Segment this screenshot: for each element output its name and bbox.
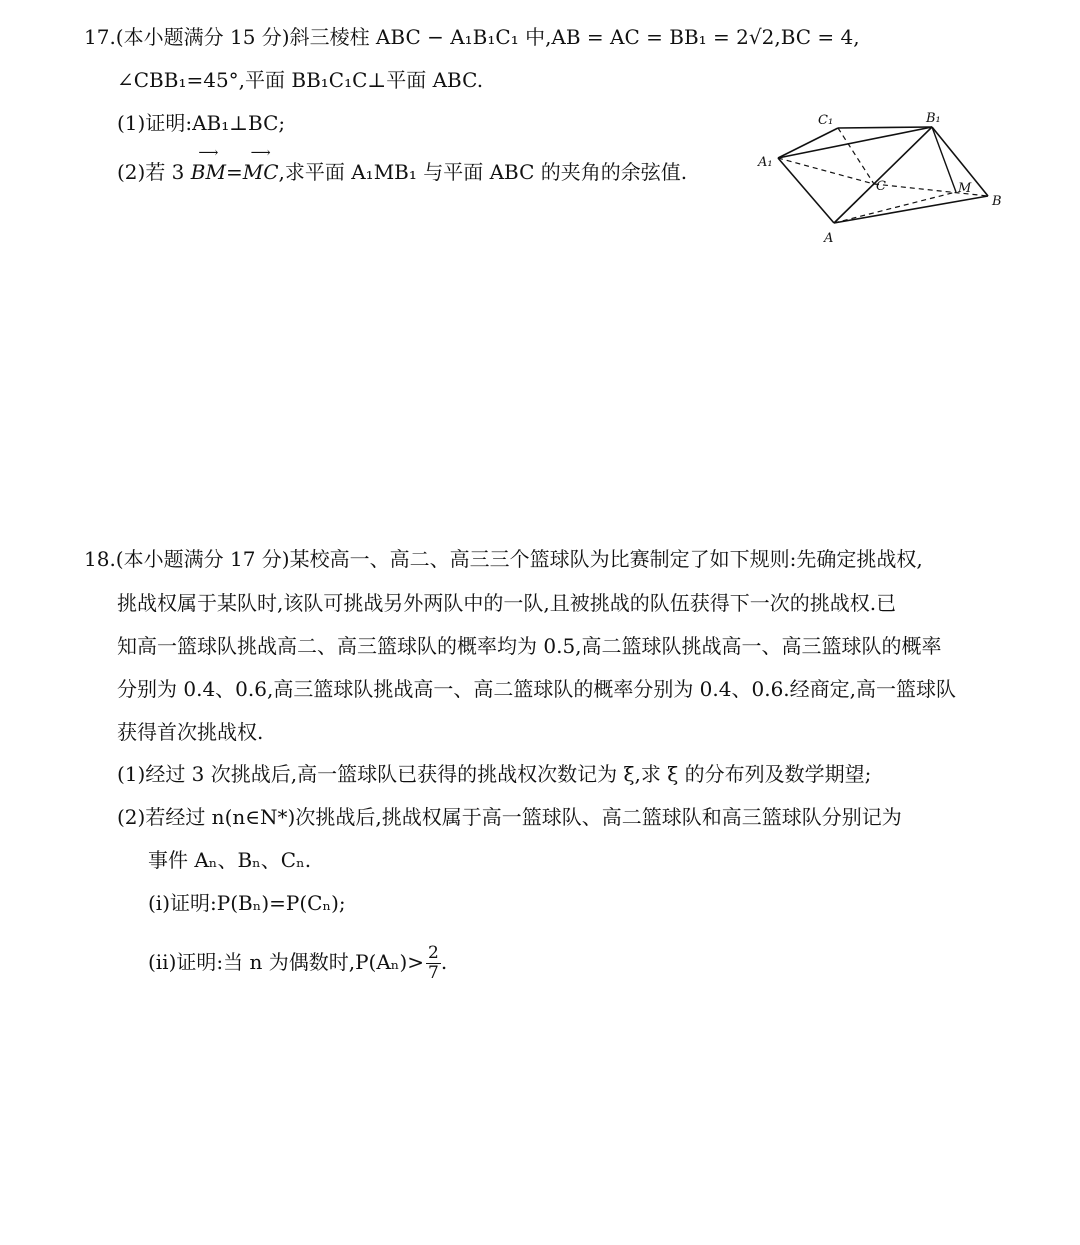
q17-part-2-suffix: ,求平面 A₁MB₁ 与平面 ABC 的夹角的余弦值. [278,160,688,184]
label-b: B [992,194,1002,209]
edge-c1-b1 [838,127,932,128]
q18-sub-i: (ⅰ)证明:P(Bₙ)=P(Cₙ); [148,891,346,915]
prism-figure [756,108,1036,248]
vector-mc: ⟶ MC [242,145,279,184]
label-m: M [958,181,972,196]
q17-part-2-prefix: (2)若 3 [117,160,185,184]
label-c: C [876,179,886,194]
q17-part-2 [117,145,688,187]
q18-line-3: 知高一篮球队挑战高二、高三篮球队的概率均为 0.5,高二篮球队挑战高一、高三篮球队的概率 [117,634,942,658]
q18-part-1: (1)经过 3 次挑战后,高一篮球队已获得的挑战权次数记为 ξ,求 ξ 的分布列及数学期望; [117,762,872,786]
edge-b1-m [932,127,956,192]
label-b1: B₁ [926,111,941,126]
label-c1: C₁ [818,113,834,128]
q18-part-2-line-2: 事件 Aₙ、Bₙ、Cₙ. [148,848,312,872]
q17-line-2: ∠CBB₁=45°,平面 BB₁C₁C⊥平面 ABC. [117,68,484,92]
q18-sub-ii-suffix: . [440,950,448,974]
q18-line-4: 分别为 0.4、0.6,高三篮球队挑战高一、高二篮球队的概率分别为 0.4、0.6.经商定,高一篮球队 [117,677,957,701]
q18-sub-ii-prefix: (ⅱ)证明:当 n 为偶数时,P(Aₙ)> [148,950,425,974]
q18-line-5: 获得首次挑战权. [117,720,264,744]
q18-sub-ii [148,944,447,983]
label-a1: A₁ [758,155,773,170]
edge-a1-c1 [778,128,838,158]
edge-a1-a [778,158,834,223]
fraction-two-sevenths: $\frac{2}{7}$ [428,943,439,983]
edge-a-m [834,192,956,223]
q17-part-1: (1)证明:AB₁⊥BC; [117,111,286,135]
q18-line-2: 挑战权属于某队时,该队可挑战另外两队中的一队,且被挑战的队伍获得下一次的挑战权.已 [117,591,897,615]
vector-bm: ⟶ BM [190,145,226,184]
q18-part-2-line-1: (2)若经过 n(n∈N*)次挑战后,挑战权属于高一篮球队、高二篮球队和高三篮球队分别记为 [117,805,902,829]
q17-line-1: 17.(本小题满分 15 分)斜三棱柱 ABC − A₁B₁C₁ 中,AB = AC = BB₁ = 2√2,BC = 4, [84,25,860,49]
q18-line-1: 18.(本小题满分 17 分)某校高一、高二、高三三个篮球队为比赛制定了如下规则:先确定挑战权, [84,547,923,571]
label-a: A [824,231,834,246]
equals-sign: = [225,160,243,184]
